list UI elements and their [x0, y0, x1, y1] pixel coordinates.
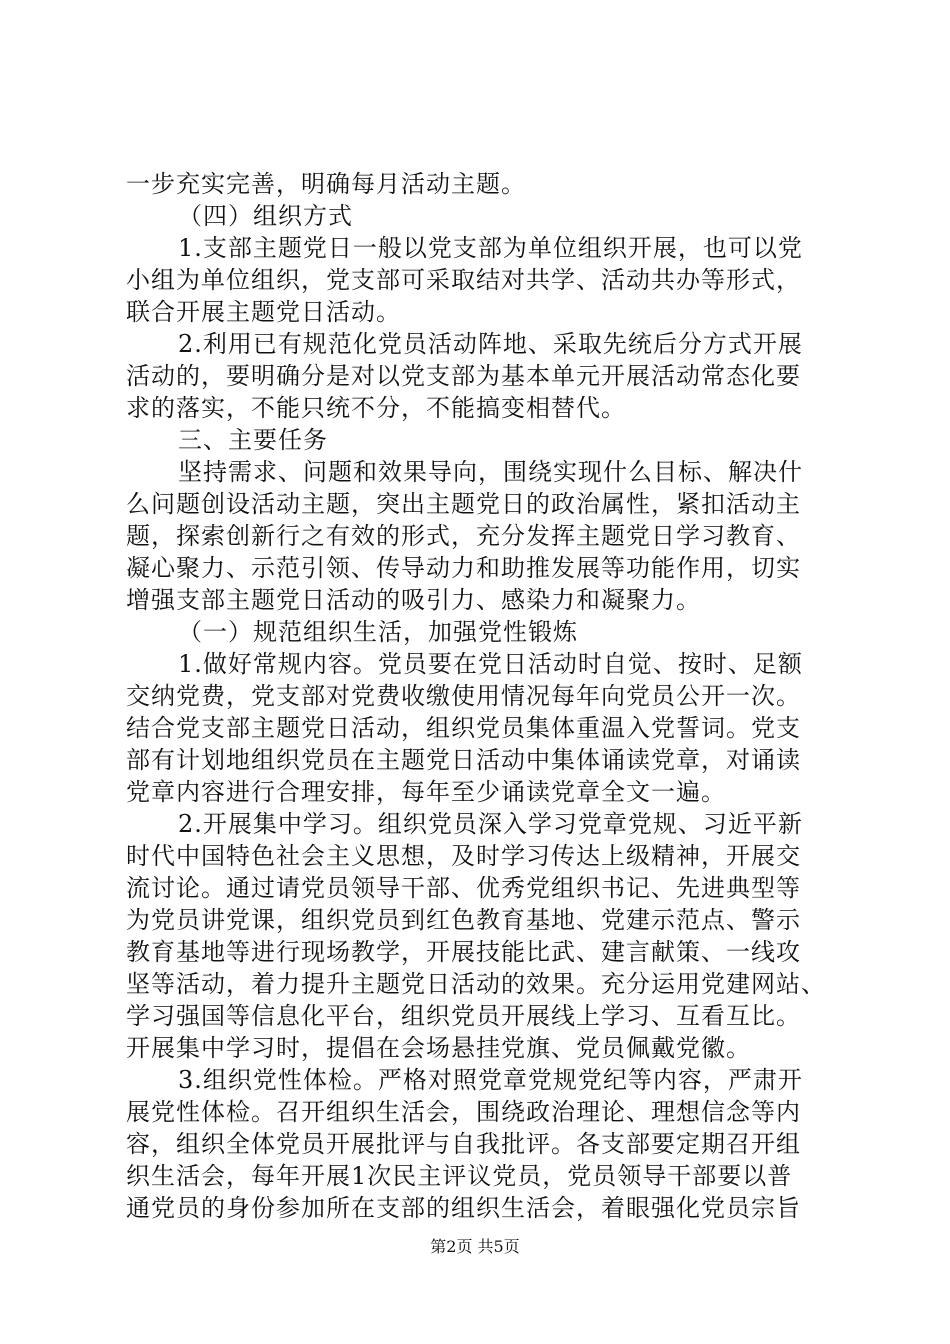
- text-line: （四）组织方式: [178, 202, 353, 230]
- text-line: 3.组织党性体检。严格对照党章党规党纪等内容，严肃开: [178, 1066, 803, 1094]
- text-line: 增强支部主题党日活动的吸引力、感染力和凝聚力。: [126, 586, 701, 614]
- text-line: 坚等活动，着力提升主题党日活动的效果。充分运用党建网站、: [126, 970, 826, 998]
- text-line: 题，探索创新行之有效的形式，充分发挥主题党日学习教育、: [126, 522, 801, 550]
- text-line: 结合党支部主题党日活动，组织党员集体重温入党誓词。党支: [126, 714, 801, 742]
- text-line: 教育基地等进行现场教学，开展技能比武、建言献策、一线攻: [126, 938, 801, 966]
- text-line: 流讨论。通过请党员领导干部、优秀党组织书记、先进典型等: [126, 874, 801, 902]
- text-line: 求的落实，不能只统不分，不能搞变相替代。: [126, 394, 626, 422]
- text-line: 党章内容进行合理安排，每年至少诵读党章全文一遍。: [126, 778, 726, 806]
- text-line: 联合开展主题党日活动。: [126, 298, 401, 326]
- text-line: 展党性体检。召开组织生活会，围绕政治理论、理想信念等内: [126, 1098, 801, 1126]
- text-line: 部有计划地组织党员在主题党日活动中集体诵读党章，对诵读: [126, 746, 801, 774]
- text-line: 时代中国特色社会主义思想，及时学习传达上级精神，开展交: [126, 842, 801, 870]
- text-line: 容，组织全体党员开展批评与自我批评。各支部要定期召开组: [126, 1130, 801, 1158]
- text-line: 织生活会，每年开展1次民主评议党员，党员领导干部要以普: [126, 1162, 793, 1190]
- text-line: 2.利用已有规范化党员活动阵地、采取先统后分方式开展: [178, 330, 803, 358]
- text-line: 2.开展集中学习。组织党员深入学习党章党规、习近平新: [178, 810, 803, 838]
- text-line: 1.支部主题党日一般以党支部为单位组织开展，也可以党: [178, 234, 803, 262]
- text-line: 通党员的身份参加所在支部的组织生活会，着眼强化党员宗旨: [126, 1194, 801, 1222]
- text-line: 一步充实完善，明确每月活动主题。: [126, 170, 526, 198]
- text-line: 活动的，要明确分是对以党支部为基本单元开展活动常态化要: [126, 362, 801, 390]
- text-line: 小组为单位组织，党支部可采取结对共学、活动共办等形式，: [126, 266, 801, 294]
- text-line: 1.做好常规内容。党员要在党日活动时自觉、按时、足额: [178, 650, 803, 678]
- text-line: 凝心聚力、示范引领、传导动力和助推发展等功能作用，切实: [126, 554, 801, 582]
- text-line: 坚持需求、问题和效果导向，围绕实现什么目标、解决什: [178, 458, 803, 486]
- text-line: 么问题创设活动主题，突出主题党日的政治属性，紧扣活动主: [126, 490, 801, 518]
- text-line: 开展集中学习时，提倡在会场悬挂党旗、党员佩戴党徽。: [126, 1034, 751, 1062]
- text-line: 为党员讲党课，组织党员到红色教育基地、党建示范点、警示: [126, 906, 801, 934]
- text-line: 学习强国等信息化平台，组织党员开展线上学习、互看互比。: [126, 1002, 801, 1030]
- text-line: （一）规范组织生活，加强党性锻炼: [178, 618, 578, 646]
- text-line: 三、主要任务: [178, 426, 328, 454]
- document-body: [126, 168, 846, 1224]
- text-line: 交纳党费，党支部对党费收缴使用情况每年向党员公开一次。: [126, 682, 801, 710]
- page-footer: 第2页 共5页: [430, 1237, 520, 1256]
